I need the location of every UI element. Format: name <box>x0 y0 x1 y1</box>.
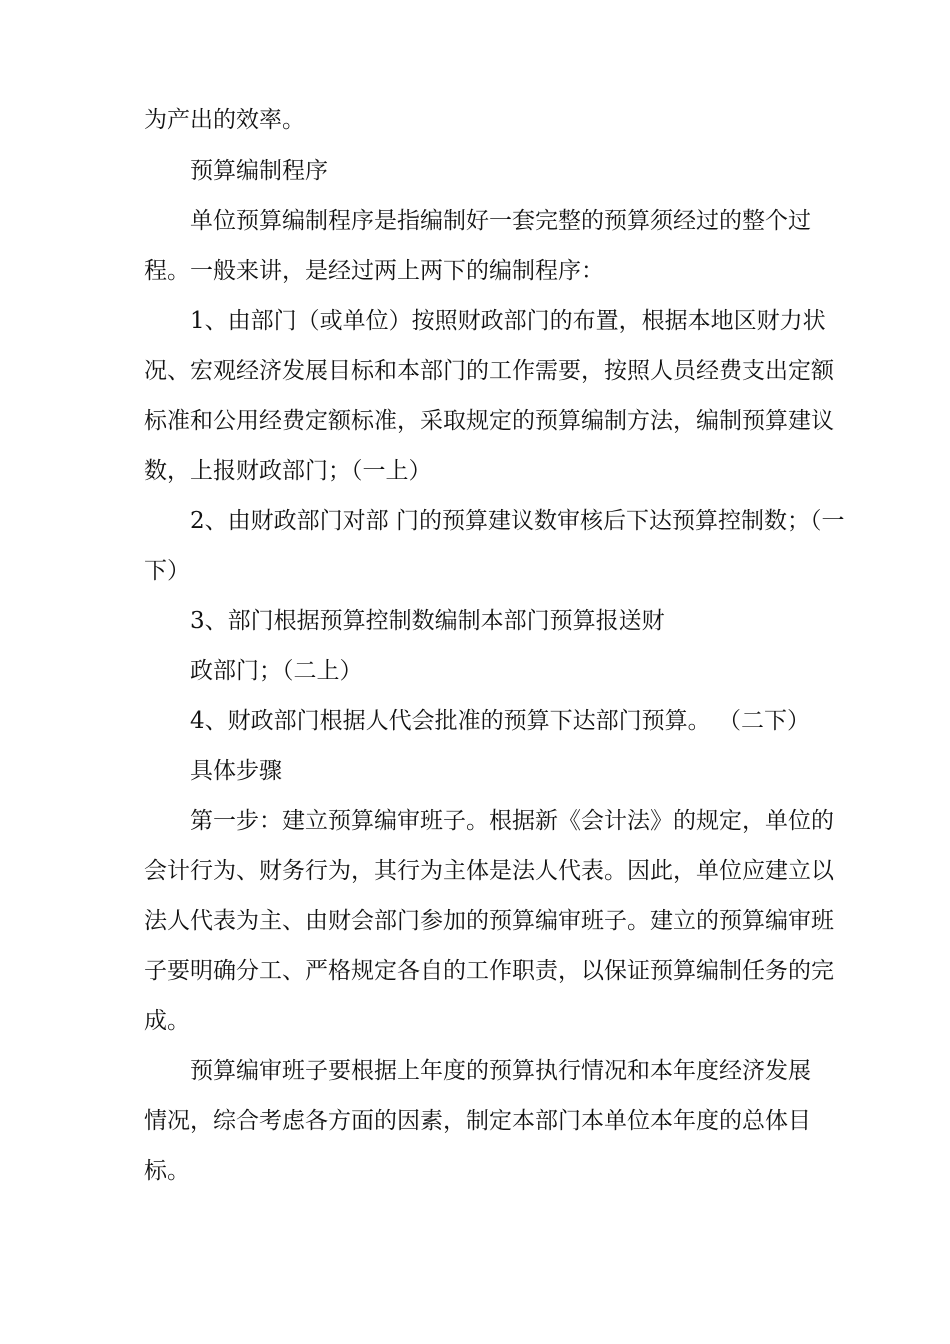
step-1-line-5: 成。 <box>144 1008 190 1034</box>
step-1-line-1: 第一步：建立预算编审班子。根据新《会计法》的规定，单位的 <box>190 808 834 834</box>
step-1-line-2: 会计行为、财务行为，其行为主体是法人代表。因此，单位应建立以 <box>144 858 834 884</box>
paragraph-team-line-2: 情况，综合考虑各方面的因素，制定本部门本单位本年度的总体目 <box>144 1108 811 1134</box>
list-item-1-line-1: 1、由部门（或单位）按照财政部门的布置，根据本地区财力状 <box>190 308 826 334</box>
paragraph-line-1: 单位预算编制程序是指编制好一套完整的预算须经过的整个过 <box>190 208 811 234</box>
paragraph-team-line-3: 标。 <box>144 1158 190 1184</box>
list-item-1-line-4: 数，上报财政部门；（一上） <box>144 458 432 484</box>
list-item-3-line-2: 政部门；（二上） <box>190 658 363 684</box>
step-1-line-4: 子要明确分工、严格规定各自的工作职责，以保证预算编制任务的完 <box>144 958 834 984</box>
paragraph-team-line-1: 预算编审班子要根据上年度的预算执行情况和本年度经济发展 <box>190 1058 811 1084</box>
section-heading-budget-procedure: 预算编制程序 <box>190 158 328 184</box>
step-1-line-3: 法人代表为主、由财会部门参加的预算编审班子。建立的预算编审班 <box>144 908 834 934</box>
paragraph-line-2: 程。一般来讲，是经过两上两下的编制程序： <box>144 258 604 284</box>
list-item-1-line-2: 况、宏观经济发展目标和本部门的工作需要，按照人员经费支出定额 <box>144 358 834 384</box>
text-line-1: 为产出的效率。 <box>144 107 305 133</box>
list-item-2-line-2: 下） <box>144 558 190 584</box>
list-item-3-line-1: 3、部门根据预算控制数编制本部门预算报送财 <box>190 608 665 634</box>
list-item-2-line-1: 2、由财政部门对部 门的预算建议数审核后下达预算控制数；（一 <box>190 508 845 534</box>
list-item-4: 4、财政部门根据人代会批准的预算下达部门预算。 （二下） <box>190 708 810 734</box>
list-item-1-line-3: 标准和公用经费定额标准，采取规定的预算编制方法，编制预算建议 <box>144 408 834 434</box>
section-heading-steps: 具体步骤 <box>190 758 282 784</box>
